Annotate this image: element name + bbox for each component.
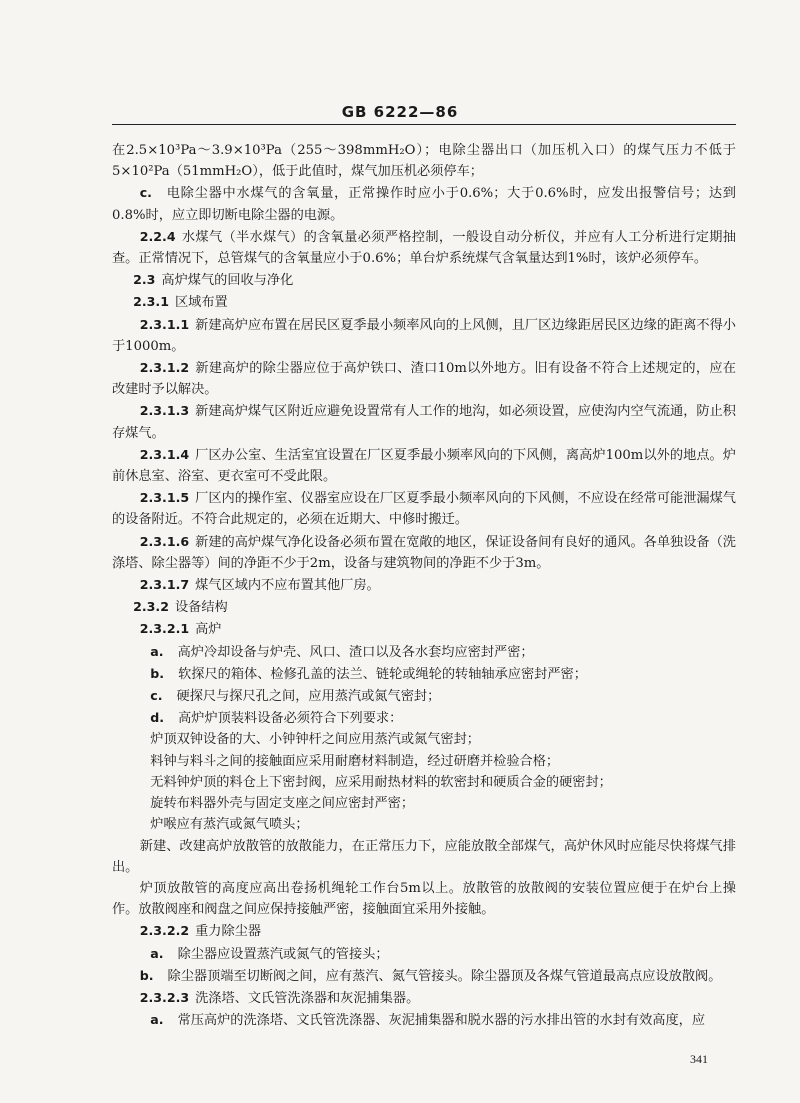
paragraph-text: 电除尘器中水煤气的含氧量，正常操作时应小于0.6%；大于0.6%时，应发出报警信号；达到0.8%时，应立即切断电除尘器的电源。 bbox=[112, 186, 736, 223]
paragraph bbox=[112, 269, 736, 291]
clause-number: 2.3.2.2 bbox=[139, 923, 190, 939]
paragraph bbox=[112, 618, 736, 640]
paragraph bbox=[112, 772, 736, 793]
paragraph-text: 无料钟炉顶的料仓上下密封阀，应采用耐热材料的软密封和硬质合金的硬密封； bbox=[150, 774, 612, 790]
paragraph bbox=[112, 878, 736, 920]
item-label: c. bbox=[150, 688, 163, 704]
paragraph bbox=[112, 836, 736, 878]
clause-number: 2.3.1.6 bbox=[139, 533, 190, 549]
item-label: d. bbox=[150, 710, 165, 726]
paragraph bbox=[112, 357, 736, 400]
clause-number: 2.3.2 bbox=[133, 599, 169, 615]
item-label: a. bbox=[150, 1012, 164, 1028]
item-label: a. bbox=[150, 945, 164, 961]
paragraph bbox=[112, 226, 736, 269]
paragraph bbox=[112, 487, 736, 530]
paragraph bbox=[112, 751, 736, 772]
paragraph bbox=[112, 140, 736, 182]
clause-number: 2.3.1.1 bbox=[139, 316, 190, 332]
paragraph-text: 高炉煤气的回收与净化 bbox=[161, 273, 294, 289]
page-number: 341 bbox=[690, 1052, 708, 1066]
clause-number: 2.3.1.2 bbox=[139, 360, 190, 376]
header-rule bbox=[112, 124, 736, 125]
paragraph-text: 硬探尺与探尺孔之间，应用蒸汽或氮气密封； bbox=[176, 689, 441, 705]
paragraph bbox=[112, 729, 736, 750]
paragraph-text: 厂区内的操作室、仪器室应设在厂区夏季最小频率风向的下风侧，不应设在经常可能泄漏煤气的设备附近。不符合此规定的，必须在近期大、中修时搬迁。 bbox=[112, 491, 736, 528]
clause-number: 2.2.4 bbox=[139, 228, 176, 244]
item-label: a. bbox=[150, 643, 164, 659]
paragraph-text: 煤气区域内不应布置其他厂房。 bbox=[195, 578, 380, 594]
clause-number: 2.3.1.7 bbox=[139, 577, 190, 593]
paragraph bbox=[112, 444, 736, 487]
clause-number: 2.3.1.4 bbox=[139, 446, 190, 462]
clause-number: 2.3.1 bbox=[133, 294, 169, 310]
paragraph-text: 炉顶放散管的高度应高出卷扬机绳轮工作台5m以上。放散管的放散阀的安装位置应便于在炉台上操作。放散阀座和阀盘之间应保持接触严密，接触面宜采用外接触。 bbox=[112, 880, 736, 918]
paragraph-text: 重力除尘器 bbox=[195, 924, 262, 940]
paragraph-text: 新建高炉应布置在居民区夏季最小频率风向的上风侧，且厂区边缘距居民区边缘的距离不得小于1000m。 bbox=[112, 317, 736, 354]
clause-number: 2.3 bbox=[133, 272, 156, 288]
paragraph bbox=[112, 314, 736, 357]
paragraph-text: 除尘器顶端至切断阀之间，应有蒸汽、氮气管接头。除尘器顶及各煤气管道最高点应设放散阀。 bbox=[167, 968, 722, 984]
paragraph bbox=[112, 987, 736, 1009]
paragraph-text: 在2.5×10³Pa～3.9×10³Pa（255～398mmH₂O）；电除尘器出口（加压机入口）的煤气压力不低于5×10²Pa（51mmH₂O），低于此值时，煤气加压机必须停车； bbox=[112, 143, 736, 180]
paragraph-text: 区域布置 bbox=[174, 295, 228, 311]
paragraph-text: 新建高炉煤气区附近应避免设置常有人工作的地沟，如必须设置，应使沟内空气流通，防止积存煤气。 bbox=[112, 404, 736, 441]
paragraph-text: 旋转布料器外壳与固定支座之间应密封严密； bbox=[150, 796, 415, 812]
paragraph-text: 除尘器应设置蒸汽或氮气的管接头； bbox=[177, 946, 389, 962]
paragraph bbox=[112, 1009, 736, 1031]
paragraph-text: 新建、改建高炉放散管的放散能力，在正常压力下，应能放散全部煤气，高炉休风时应能尽快将煤气排出。 bbox=[112, 838, 736, 875]
paragraph bbox=[112, 943, 736, 965]
paragraph-text: 料钟与料斗之间的接触面应采用耐磨材料制造，经过研磨并检验合格； bbox=[150, 753, 560, 769]
paragraph-text: 常压高炉的洗涤塔、文氏管洗涤器、灰泥捕集器和脱水器的污水排出管的水封有效高度，应 bbox=[177, 1013, 706, 1029]
document-header-code: GB 6222—86 bbox=[341, 103, 459, 121]
clause-number: 2.3.1.5 bbox=[139, 490, 190, 506]
paragraph-text: 炉顶双钟设备的大、小钟钟杆之间应用蒸汽或氮气密封； bbox=[150, 732, 480, 748]
paragraph bbox=[112, 663, 736, 685]
paragraph-text: 厂区办公室、生活室宜设置在厂区夏季最小频率风向的下风侧，离高炉100m以外的地点。炉前休息室、浴室、更衣室可不受此限。 bbox=[112, 447, 736, 485]
paragraph-text: 炉喉应有蒸汽或氮气喷头； bbox=[150, 817, 309, 833]
paragraph-text: 洗涤塔、文氏管洗涤器和灰泥捕集器。 bbox=[195, 990, 420, 1006]
paragraph bbox=[112, 400, 736, 443]
paragraph-text: 软探尺的箱体、检修孔盖的法兰、链轮或绳轮的转轴轴承应密封严密； bbox=[178, 666, 587, 682]
item-label: b. bbox=[139, 967, 154, 983]
paragraph-text: 高炉冷却设备与炉壳、风口、渣口以及各水套均应密封严密； bbox=[177, 644, 534, 660]
clause-number: 2.3.2.1 bbox=[139, 621, 190, 637]
paragraph bbox=[112, 641, 736, 663]
clause-number: 2.3.1.3 bbox=[139, 403, 190, 419]
paragraph bbox=[112, 707, 736, 729]
paragraph bbox=[112, 814, 736, 835]
paragraph bbox=[112, 291, 736, 313]
paragraph-text: 高炉 bbox=[195, 622, 222, 638]
clause-number: 2.3.2.3 bbox=[139, 989, 190, 1005]
paragraph bbox=[112, 531, 736, 574]
paragraph-text: 新建高炉的除尘器应位于高炉铁口、渣口10m以外地方。旧有设备不符合上述规定的，应在改建时予以解决。 bbox=[112, 361, 736, 398]
paragraph bbox=[112, 685, 736, 707]
paragraph bbox=[112, 965, 736, 987]
document-body bbox=[112, 140, 736, 1031]
item-label: b. bbox=[150, 665, 165, 681]
paragraph-text: 设备结构 bbox=[174, 600, 228, 616]
paragraph bbox=[112, 596, 736, 618]
item-label: c. bbox=[139, 185, 152, 201]
paragraph bbox=[112, 793, 736, 814]
paragraph-text: 新建的高炉煤气净化设备必须布置在宽敞的地区，保证设备间有良好的通风。各单独设备（洗涤塔、除尘器等）间的净距不少于2m，设备与建筑物间的净距不少于3m。 bbox=[112, 534, 736, 571]
paragraph bbox=[112, 920, 736, 942]
paragraph-text: 高炉炉顶装料设备必须符合下列要求： bbox=[178, 711, 403, 727]
paragraph bbox=[112, 574, 736, 596]
paragraph-text: 水煤气（半水煤气）的含氧量必须严格控制，一般设自动分析仪，并应有人工分析进行定期抽查。正常情况下，总管煤气的含氧量应小于0.6%；单台炉系统煤气含氧量达到1%时，该炉必须停车。 bbox=[112, 229, 736, 267]
paragraph bbox=[112, 182, 736, 225]
